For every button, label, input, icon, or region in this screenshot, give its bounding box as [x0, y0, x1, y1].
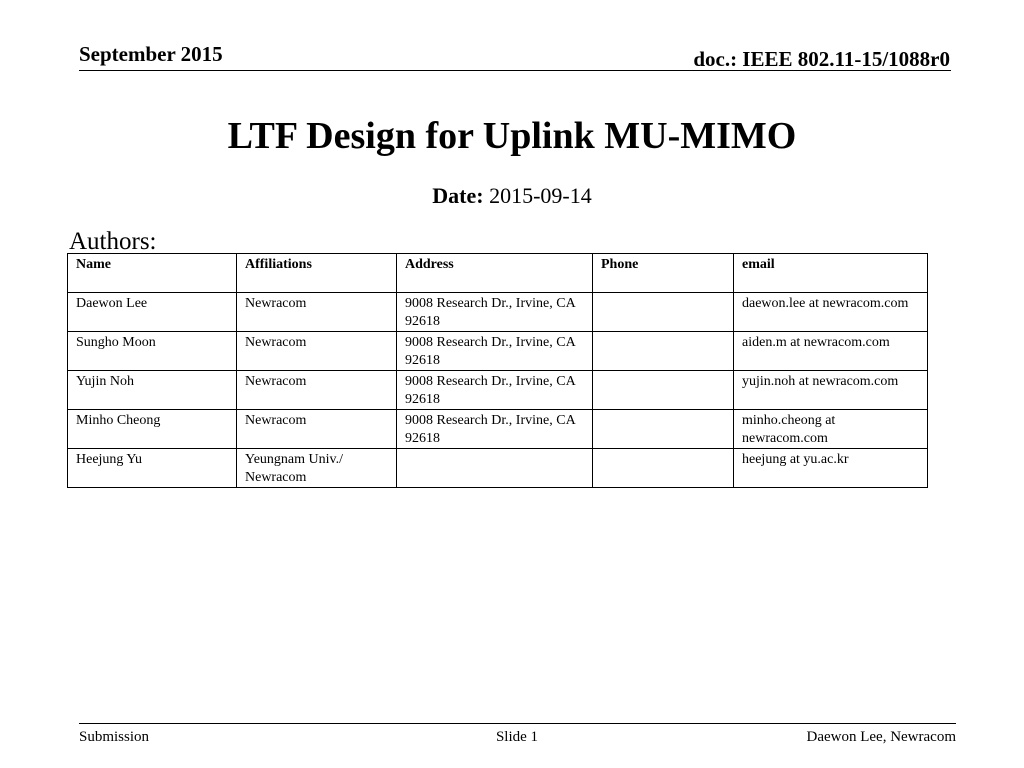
cell-affiliation: Newracom: [237, 293, 397, 332]
cell-name: Daewon Lee: [68, 293, 237, 332]
slide-title: LTF Design for Uplink MU-MIMO: [227, 115, 797, 157]
table-header-row: [68, 254, 928, 293]
col-header-phone: Phone: [593, 254, 734, 293]
table-row: [68, 410, 928, 449]
header-date: September 2015: [79, 42, 223, 66]
cell-email: minho.cheong at newracom.com: [734, 410, 928, 449]
cell-email: aiden.m at newracom.com: [734, 332, 928, 371]
footer-author: Daewon Lee, Newracom: [806, 729, 956, 745]
table-row: [68, 293, 928, 332]
cell-affiliation: Yeungnam Univ./ Newracom: [237, 449, 397, 488]
date-value: 2015-09-14: [483, 183, 592, 208]
cell-name: Minho Cheong: [68, 410, 237, 449]
cell-address: 9008 Research Dr., Irvine, CA 92618: [397, 332, 593, 371]
header-doc-id: doc.: IEEE 802.11-15/1088r0: [693, 47, 950, 71]
cell-address: 9008 Research Dr., Irvine, CA 92618: [397, 410, 593, 449]
col-header-affiliations: Affiliations: [237, 254, 397, 293]
date-line: [0, 182, 1024, 210]
footer-divider: [79, 723, 956, 724]
cell-phone: [593, 410, 734, 449]
footer-submission: Submission: [79, 729, 150, 745]
cell-phone: [593, 332, 734, 371]
footer-slide-number: Slide 1: [495, 729, 539, 745]
table-row: [68, 371, 928, 410]
cell-name: Yujin Noh: [68, 371, 237, 410]
cell-phone: [593, 293, 734, 332]
authors-table: [67, 253, 928, 488]
cell-name: Sungho Moon: [68, 332, 237, 371]
cell-email: daewon.lee at newracom.com: [734, 293, 928, 332]
col-header-name: Name: [68, 254, 237, 293]
header-divider: [79, 70, 951, 71]
cell-affiliation: Newracom: [237, 371, 397, 410]
col-header-email: email: [734, 254, 928, 293]
col-header-address: Address: [397, 254, 593, 293]
cell-address: 9008 Research Dr., Irvine, CA 92618: [397, 371, 593, 410]
authors-label: Authors:: [69, 228, 157, 255]
table-row: [68, 332, 928, 371]
cell-phone: [593, 449, 734, 488]
cell-address: 9008 Research Dr., Irvine, CA 92618: [397, 293, 593, 332]
date-label: Date:: [432, 183, 484, 208]
cell-affiliation: Newracom: [237, 332, 397, 371]
cell-address: [397, 449, 593, 488]
table-row: [68, 449, 928, 488]
cell-affiliation: Newracom: [237, 410, 397, 449]
cell-name: Heejung Yu: [68, 449, 237, 488]
cell-phone: [593, 371, 734, 410]
cell-email: heejung at yu.ac.kr: [734, 449, 928, 488]
cell-email: yujin.noh at newracom.com: [734, 371, 928, 410]
